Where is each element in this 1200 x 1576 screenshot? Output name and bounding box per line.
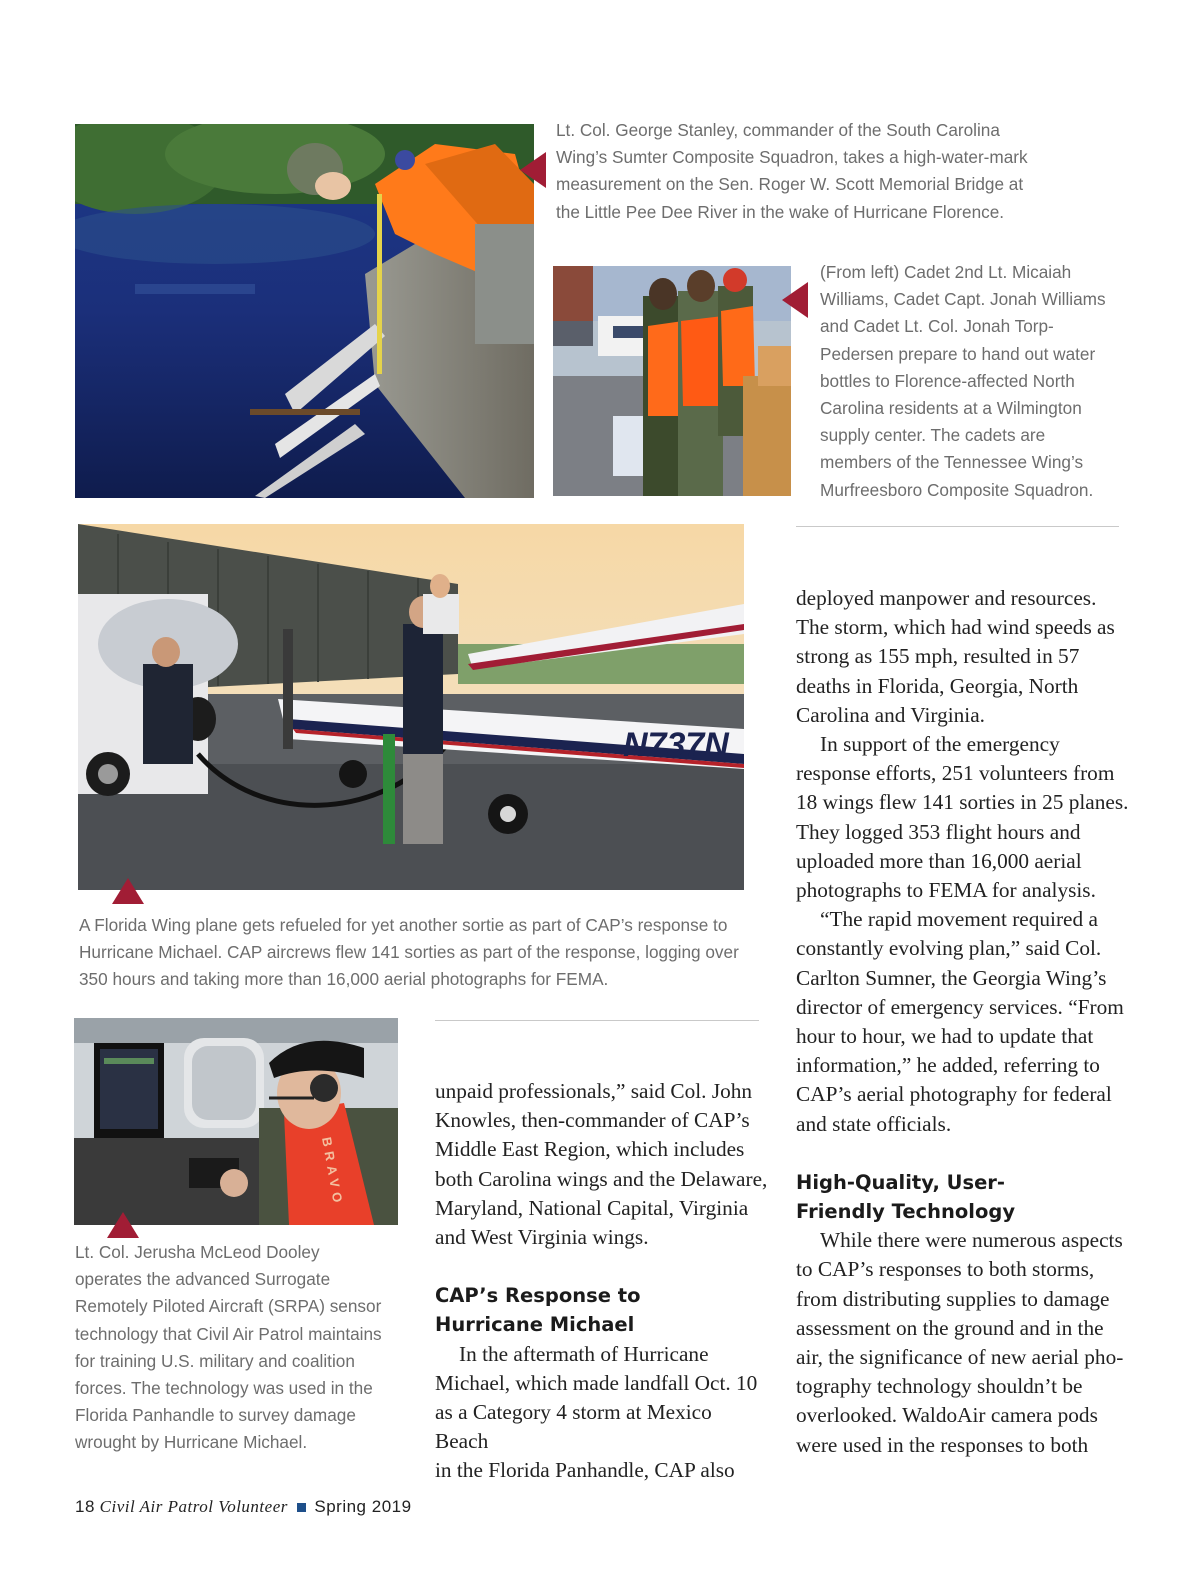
- divider-right-top: [796, 526, 1119, 527]
- pointer-caption-3: [112, 878, 144, 904]
- photo-srpa-operator: [74, 1018, 398, 1225]
- right-column-text: deployed manpower and resources. The storm, which had wind speeds as strong as 155 mph, resulted in 57 deaths in Florida, Georgia, North Carolina and Virginia. In support of the emergency response efforts, 251 volunteers from 18 wings flew 141 sorties in 25 planes. They logged 353 flight hours and uploaded more than 16,000 aerial photographs to FEMA for analysis. “The rapid movement required a constantly evolving plan,” said Col. Carlton Sumner, the Georgia Wing’s director of emergency services. “From hour to hour, we had to update that information,” he added, referring to CAP’s aerial photography for federal and state officials. High-Quality, User- Friendly Technology While there were numerous aspects to CAP’s responses to both storms, from distributing supplies to damage assessment on the ground and in the air, the significance of new aerial pho- tography technology shouldn’t be overlooked. WaldoAir camera pods were used in the responses to both: [796, 584, 1136, 1460]
- magazine-title: Civil Air Patrol Volunteer: [99, 1497, 288, 1516]
- vest-lettering-text: BRAVO: [319, 1135, 347, 1209]
- heading-hurricane-michael: CAP’s Response to: [435, 1284, 641, 1308]
- page-folio: [75, 1497, 412, 1517]
- middle-column-text: unpaid professionals,” said Col. John Knowles, then-commander of CAP’s Middle East Region, which includes both Carolina wings and the Delaware, Maryland, National Capital, Virginia and West Virginia wings. CAP’s Response to Hurricane Michael In the aftermath of Hurricane Michael, which made landfall Oct. 10 as a Category 4 storm at Mexico Beach in the Florida Panhandle, CAP also: [435, 1077, 770, 1486]
- pointer-caption-4: [107, 1212, 139, 1238]
- caption-photo-2: (From left) Cadet 2nd Lt. Micaiah Williams, Cadet Capt. Jonah Williams and Cadet Lt. Col. Jonah Torp- Pedersen prepare to hand out water bottles to Florence-affected North Carolina residents at a Wilmington supply center. The cadets are members of the Tennessee Wing’s Murfreesboro Composite Squadron.: [820, 262, 1106, 500]
- caption-photo-3: A Florida Wing plane gets refueled for yet another sortie as part of CAP’s response to Hurricane Michael. CAP aircrews flew 141 sorties as part of the response, logging over 350 hours and taking more than 16,000 aerial photographs for FEMA.: [79, 915, 739, 990]
- caption-photo-4: Lt. Col. Jerusha McLeod Dooley operates the advanced Surrogate Remotely Piloted Aircraft (SRPA) sensor technology that Civil Air Patrol maintains for training U.S. military and coalition forces. The technology was used in the Florida Panhandle to survey damage wrought by Hurricane Michael.: [75, 1242, 382, 1453]
- heading-technology-line2: Friendly Technology: [796, 1200, 1016, 1224]
- photo-cadets-supply-center: [553, 266, 791, 496]
- caption-photo-1: Lt. Col. George Stanley, commander of the South Carolina Wing’s Sumter Composite Squadron, takes a high-water-mark measurement on the Sen. Roger W. Scott Memorial Bridge at the Little Pee Dee River in the wake of Hurricane Florence.: [556, 120, 1028, 222]
- issue-season: Spring 2019: [314, 1497, 412, 1516]
- heading-hurricane-michael-line2: Hurricane Michael: [435, 1313, 635, 1337]
- pointer-caption-2: [782, 282, 808, 318]
- photo-high-water-measurement: [75, 124, 534, 498]
- divider-middle: [435, 1020, 759, 1021]
- folio-square-icon: [297, 1503, 306, 1512]
- photo-plane-refueling: [78, 524, 744, 890]
- pointer-caption-1: [520, 152, 546, 188]
- page-number: 18: [75, 1497, 95, 1516]
- tail-number-text: N737N: [623, 726, 729, 764]
- heading-technology: High-Quality, User-: [796, 1170, 1006, 1194]
